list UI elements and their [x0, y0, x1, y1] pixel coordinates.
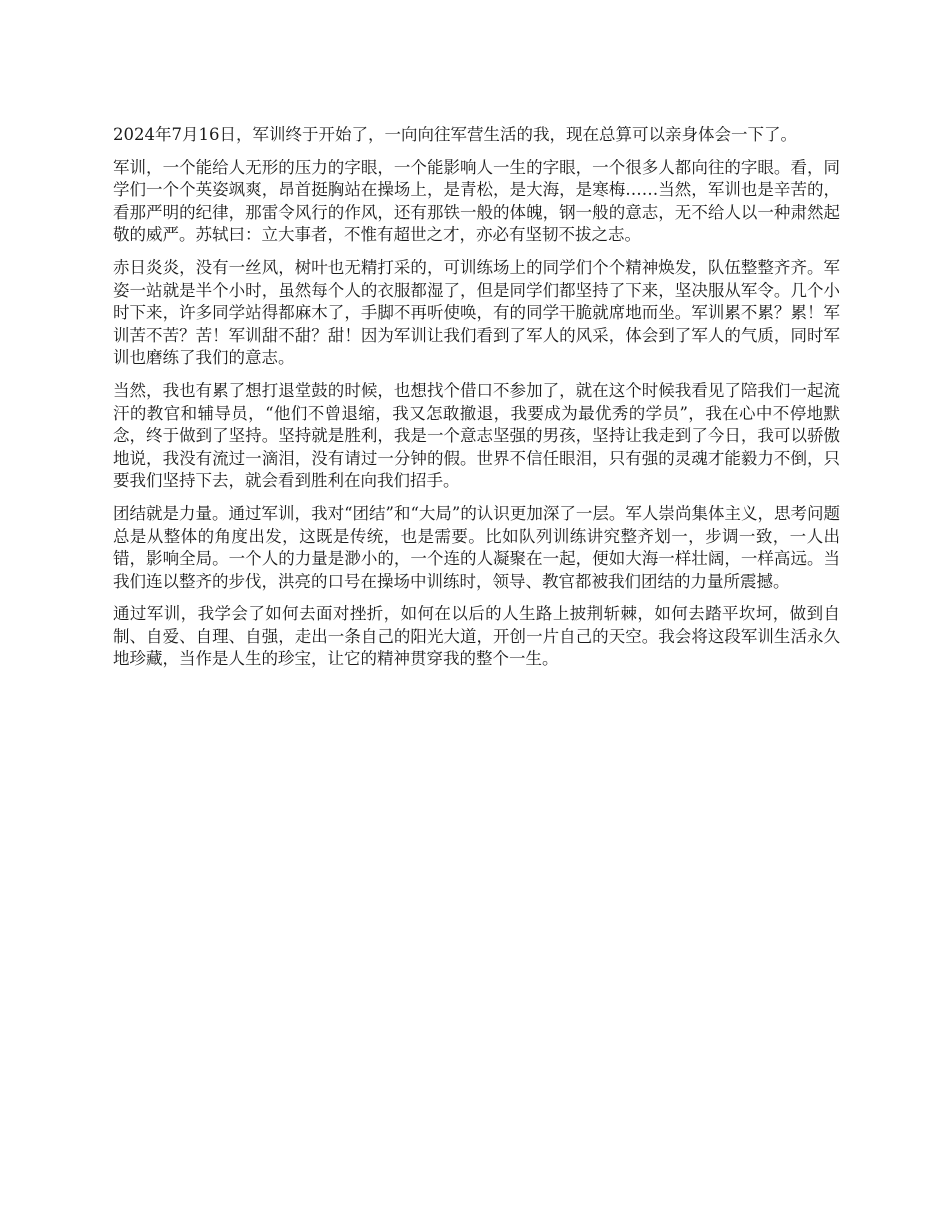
- paragraph-1: 2024年7月16日，军训终于开始了，一向向往军营生活的我，现在总算可以亲身体会一下了。: [113, 125, 797, 144]
- paragraph-3: 赤日炎炎，没有一丝风，树叶也无精打采的，可训练场上的同学们个个精神焕发，队伍整整齐齐。军姿一站就是半个小时，虽然每个人的衣服都湿了，但是同学们都坚持了下来，坚决服从军令。几个小时下来，许多同学站得都麻木了，手脚不再听使唤，有的同学干脆就席地而坐。军训累不累？累！军训苦不苦？苦！军训甜不甜？甜！因为军训让我们看到了军人的风采，体会到了军人的气质，同时军训也磨练了我们的意志。: [113, 257, 840, 368]
- paragraph-5: 团结就是力量。通过军训，我对“团结”和“大局”的认识更加深了一层。军人崇尚集体主义，思考问题总是从整体的角度出发，这既是传统，也是需要。比如队列训练讲究整齐划一，步调一致，一人出错，影响全局。一个人的力量是渺小的，一个连的人凝聚在一起，便如大海一样壮阔，一样高远。当我们连以整齐的步伐，洪亮的口号在操场中训练时，领导、教官都被我们团结的力量所震撼。: [113, 503, 840, 591]
- paragraph-6: 通过军训，我学会了如何去面对挫折，如何在以后的人生路上披荆斩棘，如何去踏平坎坷，做到自制、自爱、自理、自强，走出一条自己的阳光大道，开创一片自己的天空。我会将这段军训生活永久地珍藏，当作是人生的珍宝，让它的精神贯穿我的整个一生。: [113, 604, 840, 669]
- paragraph-2: 军训，一个能给人无形的压力的字眼，一个能影响人一生的字眼，一个很多人都向往的字眼。看，同学们一个个英姿飒爽，昂首挺胸站在操场上，是青松，是大海，是寒梅……当然，军训也是辛苦的，看那严明的纪律，那雷令风行的作风，还有那铁一般的体魄，钢一般的意志，无不给人以一种肃然起敬的威严。苏轼曰：立大事者，不惟有超世之才，亦必有坚韧不拔之志。: [113, 157, 840, 245]
- paragraph-4: 当然，我也有累了想打退堂鼓的时候，也想找个借口不参加了，就在这个时候我看见了陪我们一起流汗的教官和辅导员，“他们不曾退缩，我又怎敢撤退，我要成为最优秀的学员”，我在心中不停地默念，终于做到了坚持。坚持就是胜利，我是一个意志坚强的男孩，坚持让我走到了今日，我可以骄傲地说，我没有流过一滴泪，没有请过一分钟的假。世界不信任眼泪，只有强的灵魂才能毅力不倒，只要我们坚持下去，就会看到胜利在向我们招手。: [113, 380, 840, 491]
- document-body: [113, 124, 840, 681]
